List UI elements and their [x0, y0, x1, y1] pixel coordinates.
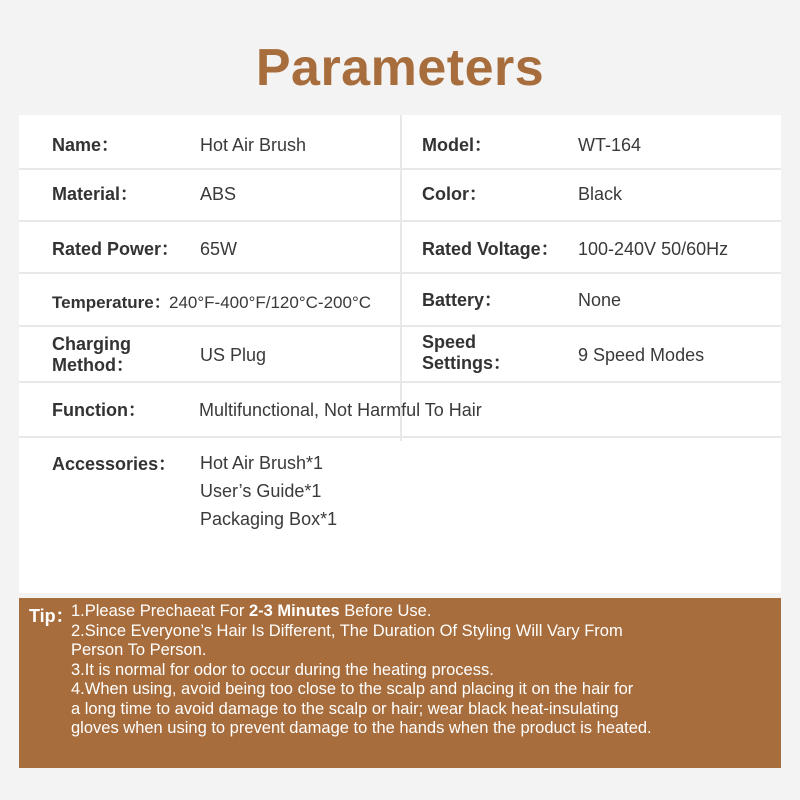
tip-line: Person To Person.: [71, 641, 207, 659]
row-material-color: [19, 168, 781, 222]
tip-line: 3.It is normal for odor to occur during the heating process.: [71, 660, 494, 679]
parameters-table: [19, 115, 781, 593]
model-label: Model：: [422, 135, 492, 155]
charging-method-label-line2: Method：: [52, 355, 134, 375]
row-charging-speed: [19, 325, 781, 383]
function-label: Function：: [52, 400, 146, 420]
function-value: Multifunctional, Not Harmful To Hair: [199, 400, 482, 420]
rated-power-value: 65W: [200, 239, 238, 259]
battery-value: None: [578, 290, 622, 310]
model-value: WT-164: [578, 135, 642, 155]
temperature-label: Temperature：: [52, 293, 171, 312]
rated-voltage-value: 100-240V 50/60Hz: [578, 239, 729, 259]
speed-settings-label-line1: Speed: [422, 332, 477, 352]
tip-line: gloves when using to prevent damage to the hands when the product is heated.: [71, 719, 652, 737]
battery-label: Battery：: [422, 290, 503, 310]
charging-method-label-line1: Charging: [52, 334, 131, 354]
tip-line-1: [71, 602, 771, 622]
speed-settings-value: 9 Speed Modes: [578, 345, 705, 365]
color-value: Black: [578, 184, 623, 204]
page-title: Parameters: [255, 39, 545, 97]
accessory-item: User’s Guide*1: [200, 481, 322, 501]
row-power-voltage: [19, 220, 781, 274]
tip-line: 2.Since Everyone’s Hair Is Different, The Duration Of Styling Will Vary From: [71, 621, 623, 640]
tip-line: a long time to avoid damage to the scalp or hair; wear black heat-insulating: [71, 699, 619, 718]
accessory-item: Packaging Box*1: [200, 509, 338, 529]
accessory-item: Hot Air Brush*1: [200, 453, 324, 473]
color-label: Color：: [422, 184, 487, 204]
temperature-value: 240°F-400°F/120°C-200°C: [169, 293, 372, 312]
tip-duration-highlight: 2-3 Minutes: [248, 602, 340, 620]
charging-method-value: US Plug: [200, 345, 267, 365]
rated-power-label: Rated Power：: [52, 239, 180, 259]
material-label: Material：: [52, 184, 139, 204]
material-value: ABS: [200, 184, 237, 204]
tip-content: [71, 602, 771, 739]
tip-box: [19, 598, 781, 768]
row-name-model: [19, 115, 781, 170]
tip-line-1-start: 1.Please Prechaeat For: [71, 602, 249, 620]
tip-label: Tip：: [29, 606, 74, 626]
rated-voltage-label: Rated Voltage：: [422, 239, 559, 259]
accessories-label: Accessories：: [52, 454, 177, 474]
speed-settings-label-line2: Settings：: [422, 353, 512, 373]
name-value: Hot Air Brush: [200, 135, 307, 155]
tip-line-1-end: Before Use.: [339, 602, 432, 620]
tip-line: 4.When using, avoid being too close to the scalp and placing it on the hair for: [71, 680, 634, 698]
row-temperature-battery: [19, 272, 781, 327]
row-function: [19, 381, 781, 438]
name-label: Name：: [52, 135, 120, 155]
